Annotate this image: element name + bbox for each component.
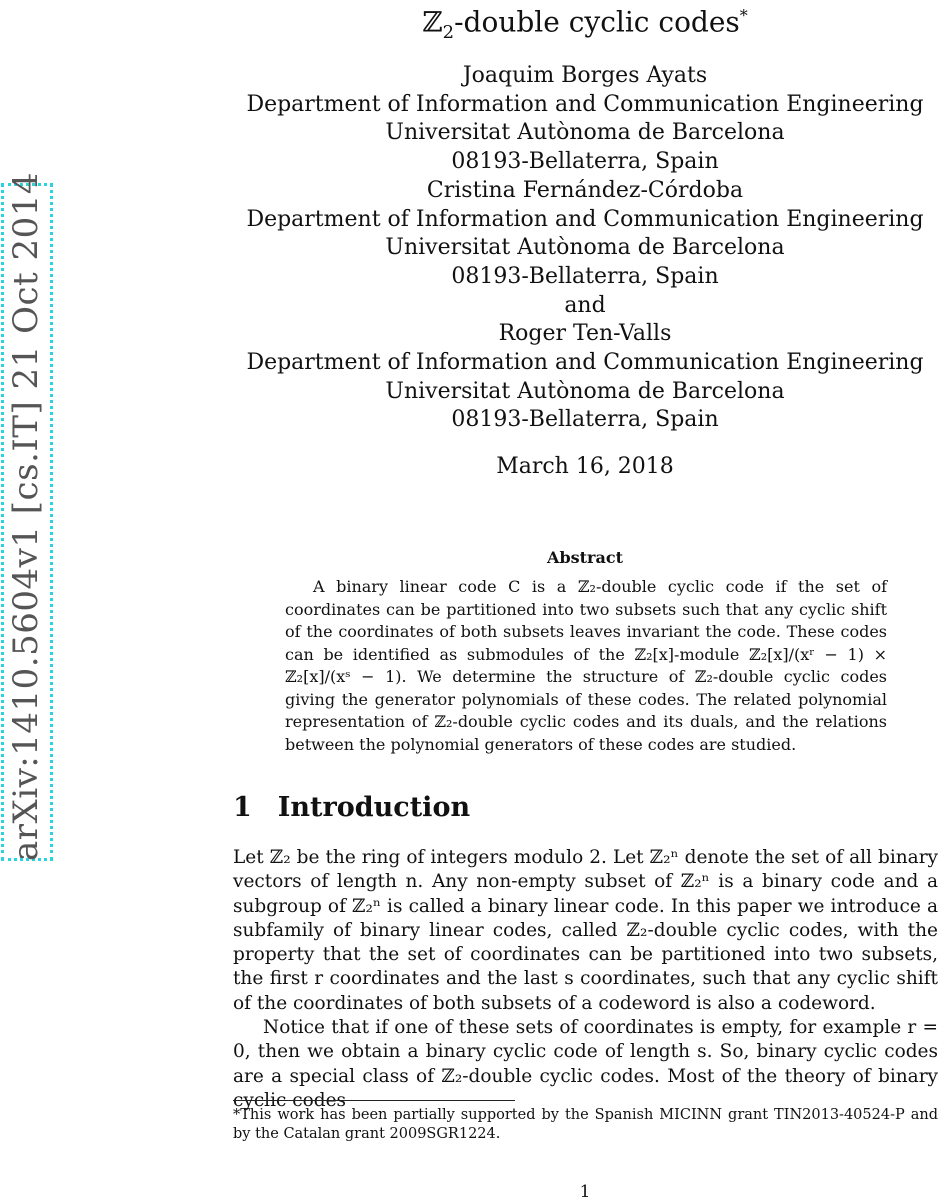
author-conjunction: and bbox=[564, 292, 606, 318]
author-university: Universitat Autònoma de Barcelona bbox=[385, 120, 785, 146]
author-block bbox=[232, 62, 938, 435]
author-university: Universitat Autònoma de Barcelona bbox=[385, 235, 785, 261]
paper-date: March 16, 2018 bbox=[496, 454, 674, 479]
section-body bbox=[233, 846, 938, 1113]
author-department: Department of Information and Communication Engineering bbox=[246, 91, 924, 117]
paragraph: Let ℤ₂ be the ring of integers modulo 2. Let ℤ₂ⁿ denote the set of all binary vectors of length n. Any non-empty subset of ℤ₂ⁿ is a binary code and a subgroup of ℤ₂ⁿ is called a binary linear code. In this paper we introduce a subfamily of binary linear codes, called ℤ₂-double cyclic codes, with the property that the set of coordinates can be partitioned into two subsets, the first r coordinates and the last s coordinates, such that any cyclic shift of the coordinates of both subsets of a codeword is also a codeword. bbox=[233, 847, 938, 1014]
author-department: Department of Information and Communication Engineering bbox=[246, 350, 924, 376]
footnote-rule bbox=[233, 1100, 515, 1101]
arxiv-identifier: arXiv:1410.5604v1 [cs.IT] 21 Oct 2014 bbox=[6, 171, 46, 861]
author-department: Department of Information and Communication Engineering bbox=[246, 206, 924, 232]
paper-title: ℤ$_2$-double cyclic codes* bbox=[422, 5, 748, 43]
author-address: 08193-Bellaterra, Spain bbox=[451, 149, 719, 175]
page-number: 1 bbox=[579, 1182, 591, 1202]
author-name: Roger Ten-Valls bbox=[498, 321, 672, 347]
author-address: 08193-Bellaterra, Spain bbox=[451, 407, 719, 433]
author-address: 08193-Bellaterra, Spain bbox=[451, 263, 719, 289]
abstract-text: A binary linear code C is a ℤ₂-double cyclic code if the set of coordinates can be partitioned into two subsets such that any cyclic shift of the coordinates of both subsets leaves invariant the code. These codes can be identified as submodules of the ℤ₂[x]-module ℤ₂[x]/(xʳ − 1) × ℤ₂[x]/(xˢ − 1). We determine the structure of ℤ₂-double cyclic codes giving the generator polynomials of these codes. The related polynomial representation of ℤ₂-double cyclic codes and its duals, and the relations between the polynomial generators of these codes are studied. bbox=[285, 577, 887, 754]
footnote: *This work has been partially supported by the Spanish MICINN grant TIN2013-40524-P and by the Catalan grant 2009SGR1224. bbox=[233, 1107, 938, 1142]
abstract-heading: Abstract bbox=[547, 548, 623, 567]
author-name: Cristina Fernández-Córdoba bbox=[426, 177, 744, 203]
author-name: Joaquim Borges Ayats bbox=[462, 63, 708, 88]
paragraph: Notice that if one of these sets of coordinates is empty, for example r = 0, then we obtain a binary cyclic code of length s. So, binary cyclic codes are a special class of ℤ₂-double cyclic codes. Most of the theory of binary cyclic codes bbox=[233, 1017, 938, 1111]
author-university: Universitat Autònoma de Barcelona bbox=[385, 378, 785, 404]
section-heading bbox=[233, 792, 470, 824]
section-number: 1 bbox=[233, 792, 252, 823]
section-title: Introduction bbox=[277, 792, 471, 823]
